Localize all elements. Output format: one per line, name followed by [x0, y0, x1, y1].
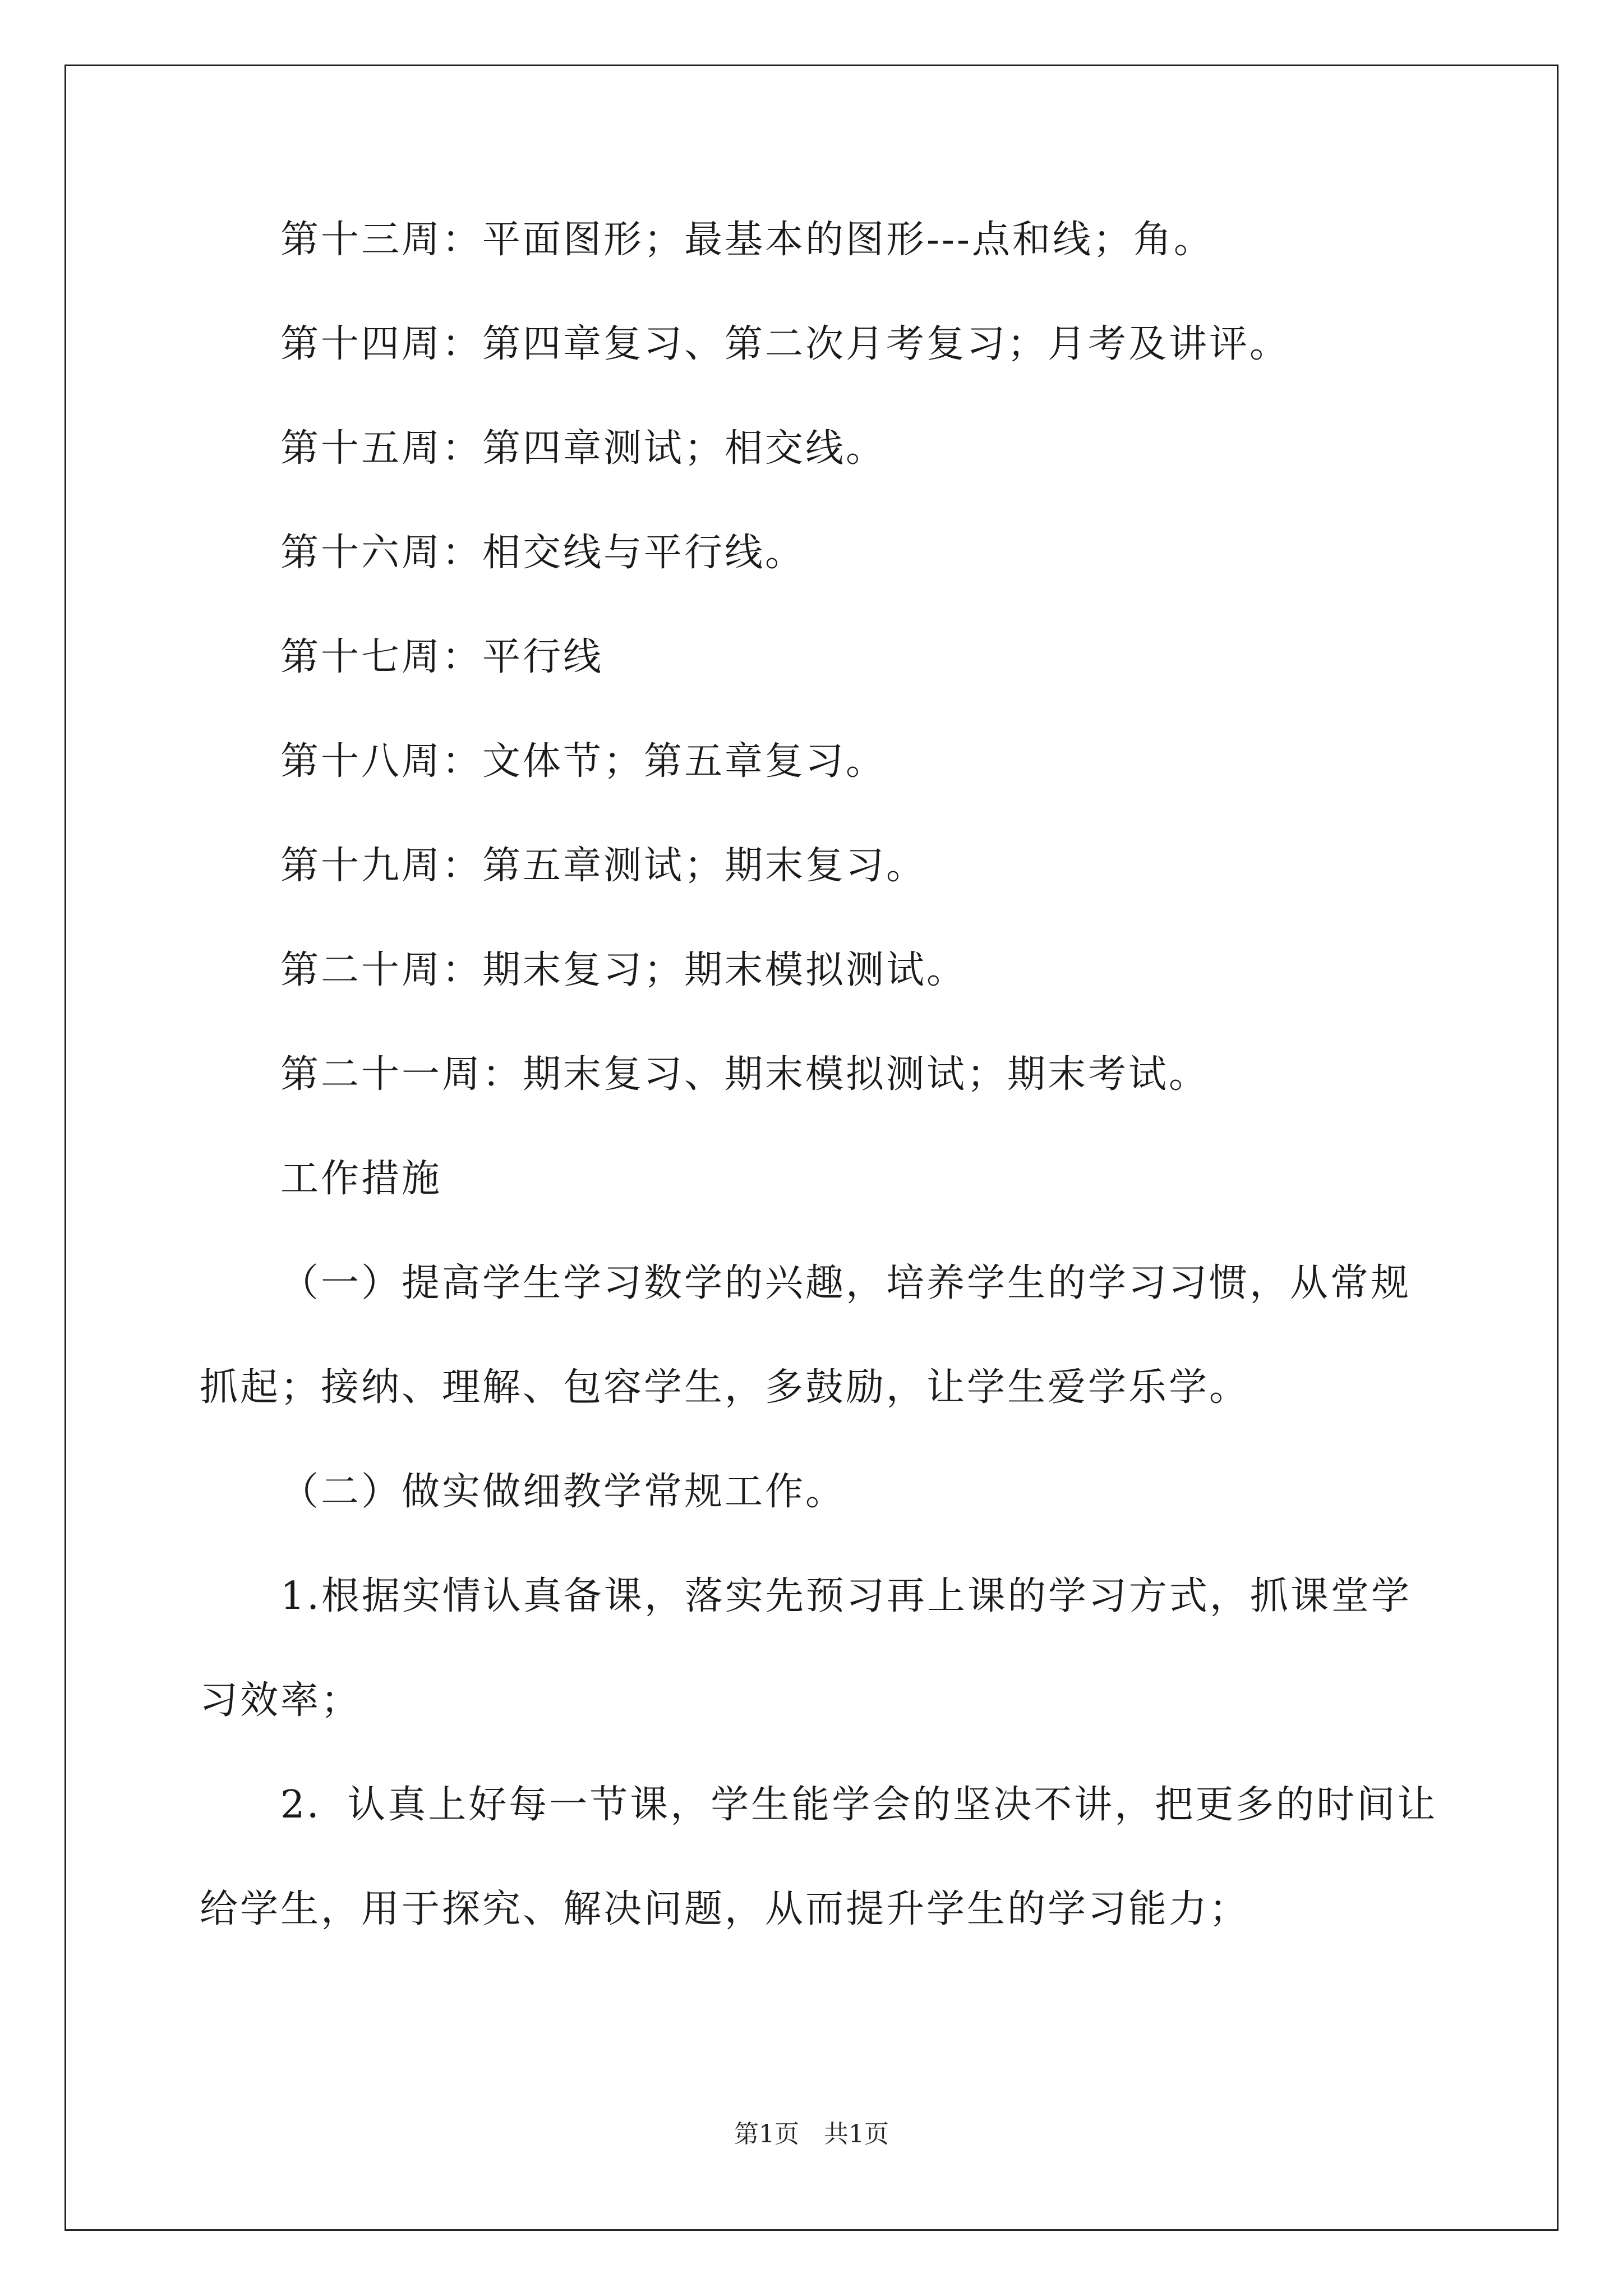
text-line-week-13: 第十三周：平面图形；最基本的图形---点和线；角。 [280, 218, 1214, 262]
text-line-item-1-a: 1.根据实情认真备课，落实先预习再上课的学习方式，抓课堂学 [280, 1574, 1412, 1618]
text-line-item-2-b: 给学生，用于探究、解决问题，从而提升学生的学习能力； [200, 1887, 1250, 1931]
text-line-week-20: 第二十周：期末复习；期末模拟测试。 [280, 948, 967, 992]
text-line-week-19: 第十九周：第五章测试；期末复习。 [280, 844, 927, 888]
page-footer: 第1页 共1页 [734, 2120, 889, 2148]
text-line-week-21: 第二十一周：期末复习、期末模拟测试；期末考试。 [280, 1052, 1210, 1097]
text-line-measure-2: （二）做实做细教学常规工作。 [280, 1470, 846, 1514]
text-line-measure-1-b: 抓起；接纳、理解、包容学生，多鼓励，让学生爱学乐学。 [200, 1365, 1250, 1410]
section-heading-measures: 工作措施 [280, 1157, 442, 1201]
text-line-measure-1-a: （一）提高学生学习数学的兴趣，培养学生的学习习惯，从常规 [280, 1261, 1412, 1305]
text-line-week-16: 第十六周：相交线与平行线。 [280, 531, 806, 575]
text-line-item-1-b: 习效率； [200, 1678, 362, 1723]
text-line-week-15: 第十五周：第四章测试；相交线。 [280, 426, 887, 471]
text-line-item-2-a: 2．认真上好每一节课，学生能学会的坚决不讲，把更多的时间让 [280, 1783, 1438, 1827]
text-line-week-18: 第十八周：文体节；第五章复习。 [280, 739, 887, 784]
text-line-week-14: 第十四周：第四章复习、第二次月考复习；月考及讲评。 [280, 322, 1290, 366]
text-line-week-17: 第十七周：平行线 [280, 635, 604, 679]
